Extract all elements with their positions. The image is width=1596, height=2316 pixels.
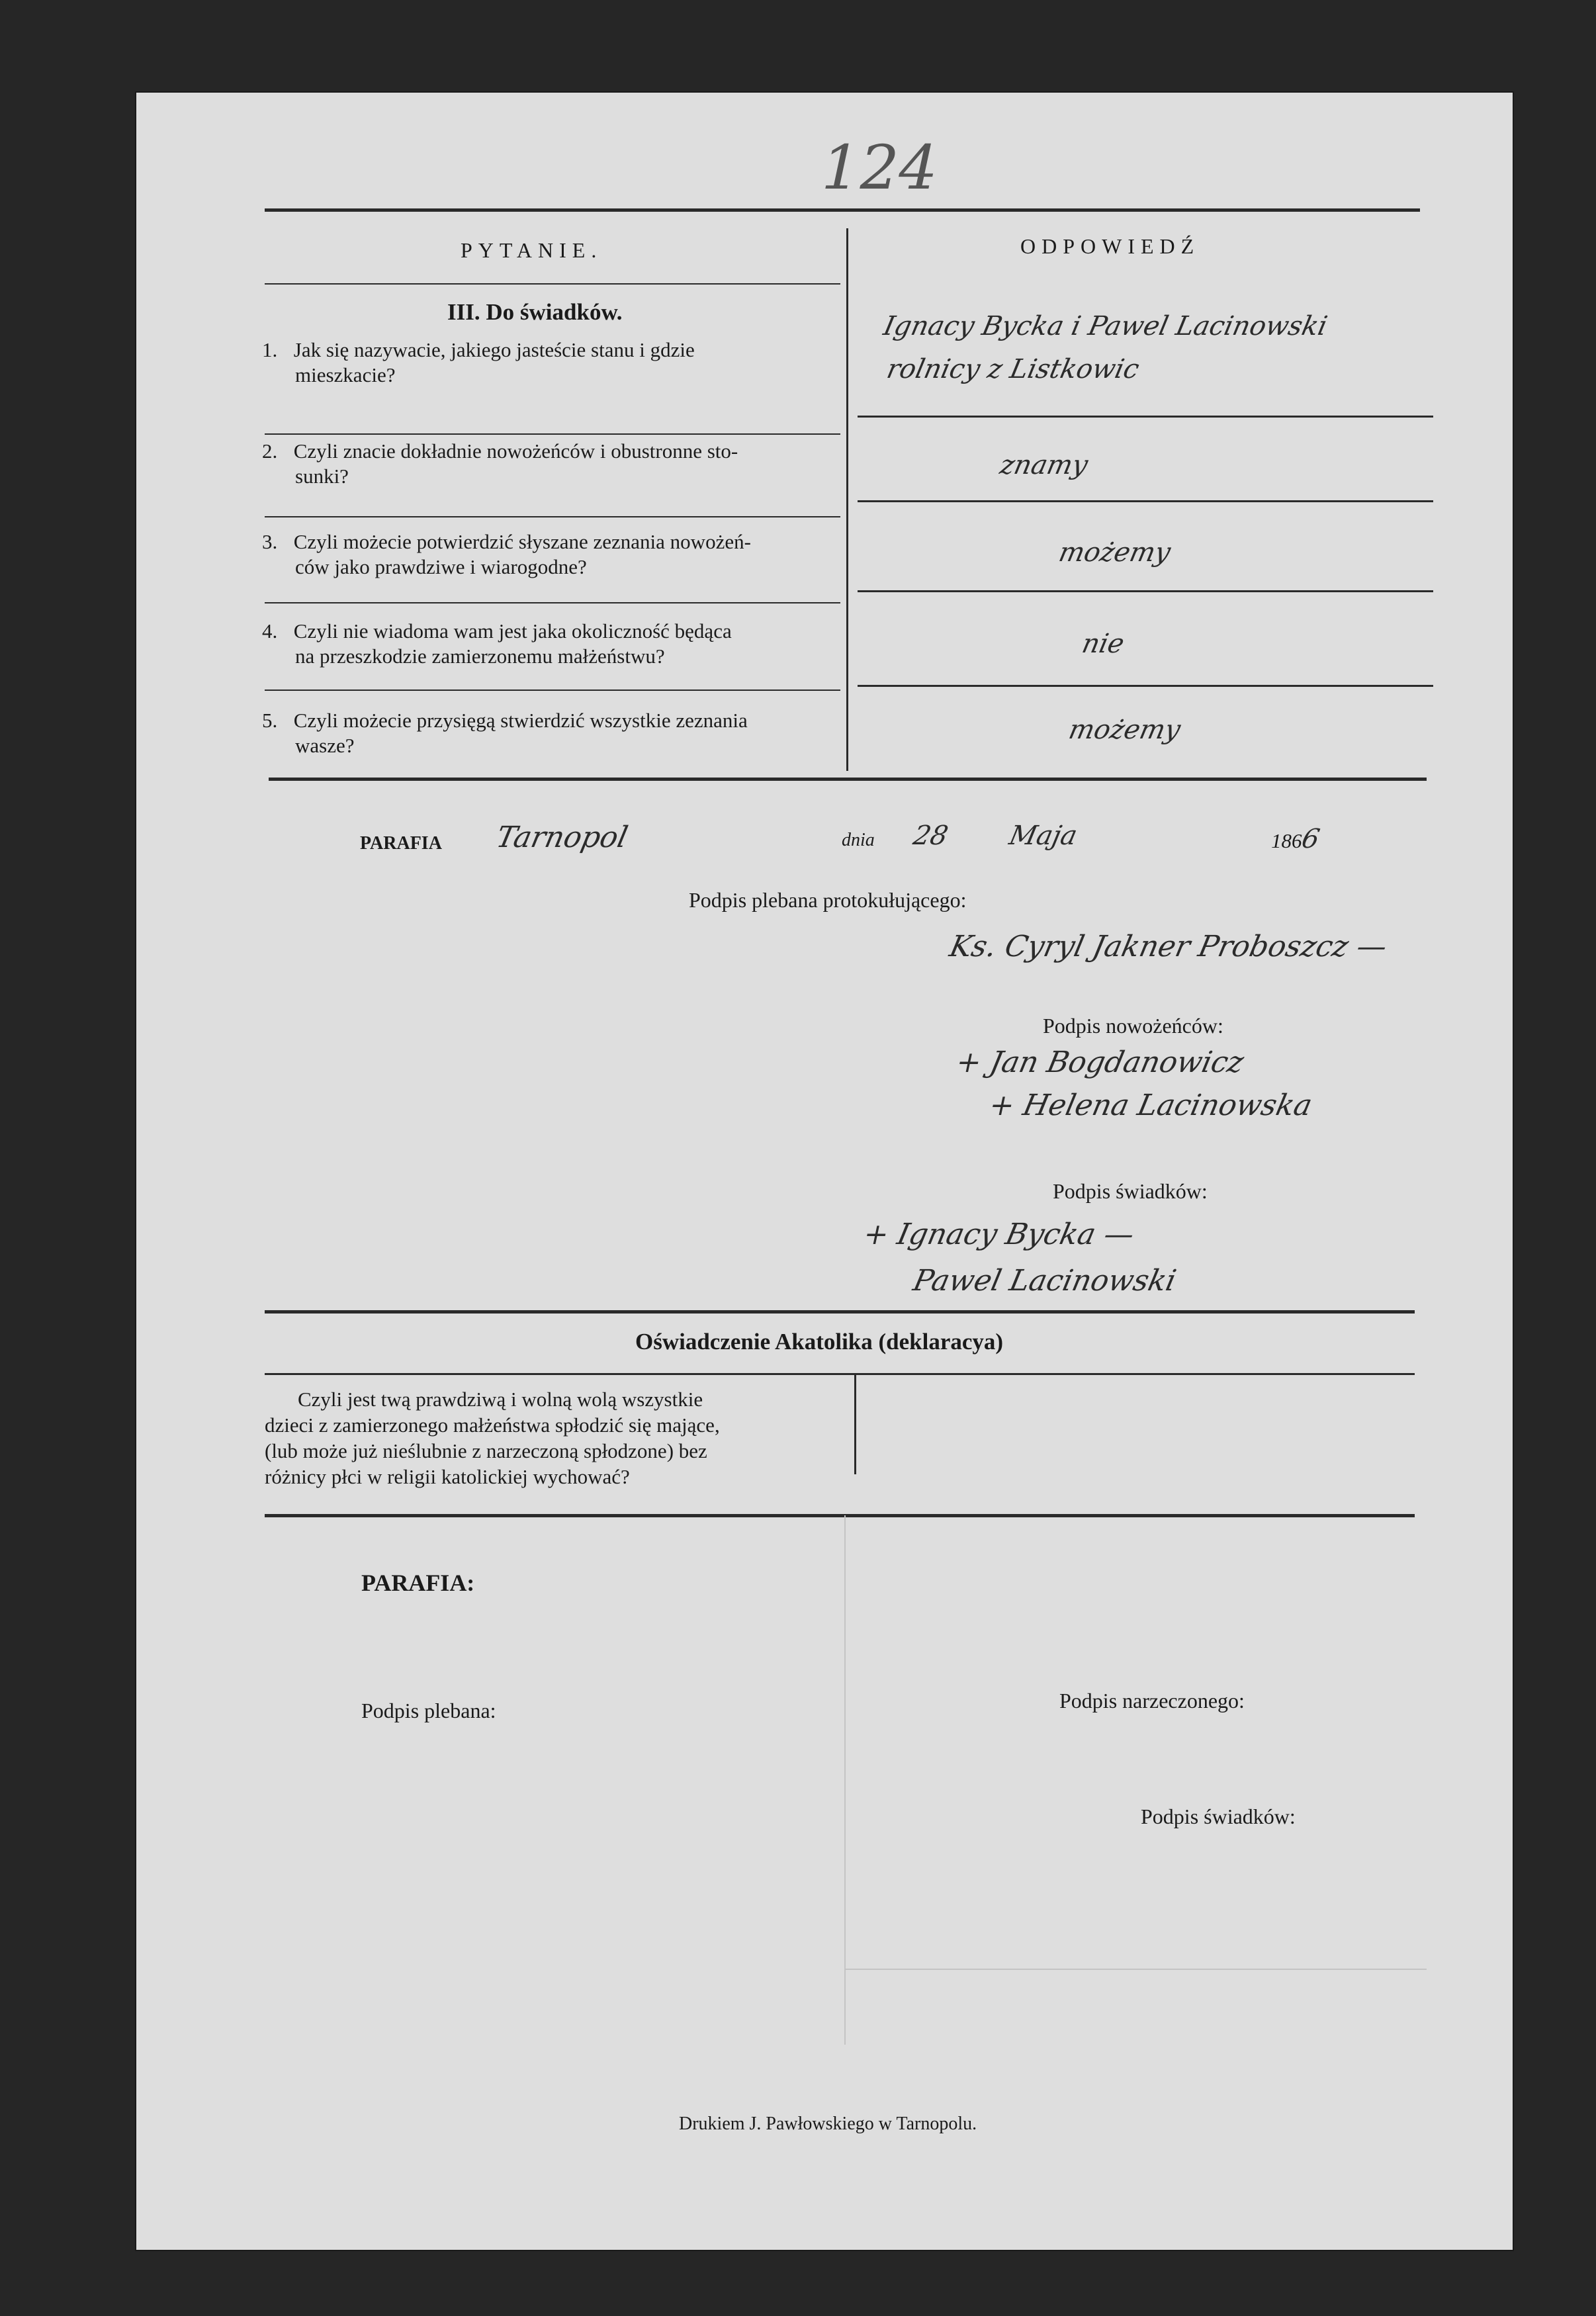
answer-1-rule	[858, 416, 1433, 418]
header-rule-left	[265, 283, 840, 285]
declaration-title-rule	[265, 1373, 1415, 1375]
answer-2: znamy	[997, 450, 1091, 480]
answer-3-rule	[858, 590, 1433, 592]
bleed-through-line	[844, 1515, 846, 2045]
declaration-top-rule	[265, 1310, 1415, 1314]
question-column-header: PYTANIE.	[461, 238, 603, 262]
bottom-priest-label: Podpis plebana:	[361, 1699, 496, 1722]
answer-column-header: ODPOWIEDŹ	[1020, 234, 1200, 258]
bottom-groom-label: Podpis narzeczonego:	[1059, 1689, 1245, 1713]
q4-rule	[265, 690, 840, 691]
newlyweds-signature-label: Podpis nowożeńców:	[1043, 1014, 1223, 1038]
date-year-printed: 1866	[1271, 824, 1322, 854]
answer-3: możemy	[1056, 537, 1174, 568]
declaration-bottom-rule	[265, 1514, 1415, 1517]
document-page	[136, 93, 1513, 2250]
questions-bottom-rule	[269, 778, 1427, 781]
q3-rule	[265, 602, 840, 603]
witnesses-signature-2: Pawel Lacinowski	[910, 1264, 1180, 1298]
bleed-through-rule	[844, 1969, 1427, 1970]
newlyweds-signature-1: + Jan Bogdanowicz	[953, 1046, 1247, 1079]
question-2: 2. Czyli znacie dokładnie nowożeńców i obustronne sto- sunki?	[262, 439, 738, 488]
priest-signature-label: Podpis plebana protokułującego:	[689, 888, 967, 912]
question-1: 1. Jak się nazywacie, jakiego jasteście stanu i gdzie mieszkacie?	[262, 338, 695, 386]
answer-1-line2: rolnicy z Listkowic	[884, 354, 1142, 384]
priest-signature: Ks. Cyryl Jakner Proboszcz —	[946, 930, 1390, 963]
declaration-title: Oświadczenie Akatolika (deklaracya)	[635, 1329, 1004, 1355]
question-3: 3. Czyli możecie potwierdzić słyszane zeznania nowożeń- ców jako prawdziwe i wiarogodne?	[262, 530, 751, 578]
question-5: 5. Czyli możecie przysięgą stwierdzić wszystkie zeznania wasze?	[262, 709, 748, 757]
date-prefix: dnia	[842, 830, 875, 850]
question-4: 4. Czyli nie wiadoma wam jest jaka okoliczność będąca na przeszkodzie zamierzonemu małżeństwu?	[262, 619, 732, 668]
declaration-column-divider	[854, 1375, 856, 1474]
witnesses-signature-1: + Ignacy Bycka —	[860, 1218, 1137, 1251]
answer-4-rule	[858, 685, 1433, 687]
section-title: III. Do świadków.	[447, 299, 623, 325]
answer-4: nie	[1079, 629, 1128, 659]
witnesses-signature-label: Podpis świadków:	[1053, 1179, 1208, 1203]
answer-5: możemy	[1066, 715, 1184, 745]
parish-value: Tarnopol	[493, 821, 631, 854]
column-divider	[846, 228, 848, 771]
answer-2-rule	[858, 500, 1433, 502]
bottom-witness-label: Podpis świadków:	[1141, 1804, 1296, 1828]
date-month: Maja	[1006, 821, 1080, 851]
printer-imprint: Drukiem J. Pawłowskiego w Tarnopolu.	[679, 2114, 977, 2134]
date-day: 28	[910, 821, 951, 851]
declaration-text: Czyli jest twą prawdziwą i wolną wolą wszystkie dzieci z zamierzonego małżeństwa spłodzić się mające, (lub może już nieślubnie z narzeczoną spłodzone) bez różnicy płci w religii katolickiej wychować?	[265, 1388, 720, 1488]
newlyweds-signature-2: + Helena Lacinowska	[986, 1089, 1315, 1122]
answer-1-line1: Ignacy Bycka i Pawel Lacinowski	[881, 311, 1330, 341]
q2-rule	[265, 516, 840, 517]
top-rule	[265, 208, 1420, 212]
page-number: 124	[813, 132, 945, 203]
parish-label: PARAFIA	[360, 833, 442, 854]
q1-rule	[265, 433, 840, 435]
bottom-parish-label: PARAFIA:	[361, 1570, 475, 1596]
